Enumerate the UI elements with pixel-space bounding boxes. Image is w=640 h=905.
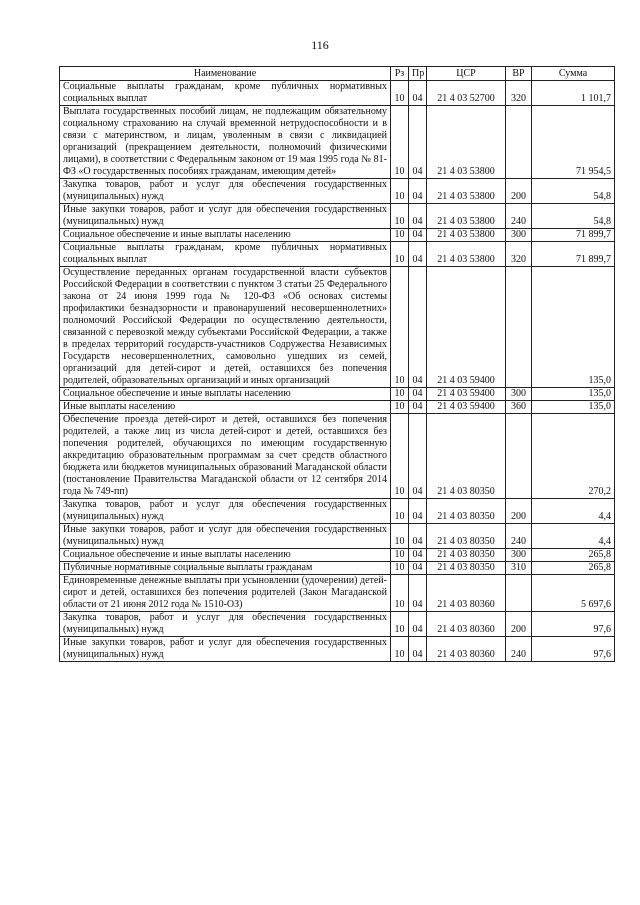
header-rz: Рз <box>391 67 409 81</box>
row-rz: 10 <box>391 179 409 204</box>
budget-table <box>59 66 615 662</box>
row-csr: 21 4 03 80360 <box>427 612 506 637</box>
row-sum: 1 101,7 <box>532 81 615 106</box>
row-pr: 04 <box>409 106 427 179</box>
row-name: Обеспечение проезда детей-сирот и детей, оставшихся без попечения родителей, а также лиц из числа детей-сирот и детей, оставшихся без попечения родителей, обучающихся по имеющим государственную аккредитацию образовательным программам за счет средств областного бюджета или бюджетов муниципальных образований Магаданской области (постановление Правительства Магаданской области от 12 сентября 2014 года № 749-пп) <box>60 414 391 499</box>
row-name: Закупка товаров, работ и услуг для обеспечения государственных (муниципальных) нужд <box>60 612 391 637</box>
row-pr: 04 <box>409 562 427 575</box>
row-vr <box>506 106 532 179</box>
row-sum: 4,4 <box>532 524 615 549</box>
table-row <box>60 499 615 524</box>
header-pr: Пр <box>409 67 427 81</box>
row-name: Социальное обеспечение и иные выплаты населению <box>60 388 391 401</box>
row-csr: 21 4 03 53800 <box>427 229 506 242</box>
row-sum: 265,8 <box>532 562 615 575</box>
table-row <box>60 229 615 242</box>
row-rz: 10 <box>391 106 409 179</box>
row-pr: 04 <box>409 242 427 267</box>
row-rz: 10 <box>391 204 409 229</box>
row-sum: 97,6 <box>532 612 615 637</box>
row-vr: 200 <box>506 179 532 204</box>
row-sum: 5 697,6 <box>532 575 615 612</box>
row-vr: 310 <box>506 562 532 575</box>
table-header-row <box>60 67 615 81</box>
row-vr: 300 <box>506 388 532 401</box>
row-name: Публичные нормативные социальные выплаты гражданам <box>60 562 391 575</box>
row-rz: 10 <box>391 229 409 242</box>
row-pr: 04 <box>409 524 427 549</box>
row-rz: 10 <box>391 562 409 575</box>
table-row <box>60 575 615 612</box>
row-rz: 10 <box>391 524 409 549</box>
header-sum: Сумма <box>532 67 615 81</box>
row-csr: 21 4 03 59400 <box>427 401 506 414</box>
row-name: Осуществление переданных органам государственной власти субъектов Российской Федерации в соответствии с пунктом 3 статьи 25 Федерального закона от 24 июня 1999 года № 120-ФЗ «Об основах системы профилактики безнадзорности и правонарушений несовершеннолетних» полномочий Российской Федерации по осуществлению деятельности, связанной с перевозкой между субъектами Российской Федерации, а также в пределах территорий государств-участников Содружества Независимых Государств несовершеннолетних, самовольно ушедших из семей, организаций для детей-сирот и детей, оставшихся без попечения родителей, образовательных организаций и иных организаций <box>60 267 391 388</box>
row-vr: 300 <box>506 229 532 242</box>
row-sum: 135,0 <box>532 388 615 401</box>
row-vr: 240 <box>506 204 532 229</box>
row-vr: 300 <box>506 549 532 562</box>
row-pr: 04 <box>409 229 427 242</box>
row-pr: 04 <box>409 388 427 401</box>
row-rz: 10 <box>391 499 409 524</box>
row-csr: 21 4 03 53800 <box>427 179 506 204</box>
row-name: Социальные выплаты гражданам, кроме публичных нормативных социальных выплат <box>60 242 391 267</box>
row-pr: 04 <box>409 267 427 388</box>
row-csr: 21 4 03 80350 <box>427 524 506 549</box>
table-row <box>60 106 615 179</box>
row-rz: 10 <box>391 267 409 388</box>
row-name: Единовременные денежные выплаты при усыновлении (удочерении) детей-сирот и детей, оставшихся без попечения родителей (Закон Магаданской области от 21 июня 2012 года № 1510-ОЗ) <box>60 575 391 612</box>
table-row <box>60 242 615 267</box>
row-sum: 135,0 <box>532 401 615 414</box>
header-name: Наименование <box>60 67 391 81</box>
row-pr: 04 <box>409 81 427 106</box>
row-csr: 21 4 03 53800 <box>427 242 506 267</box>
row-vr: 320 <box>506 81 532 106</box>
row-rz: 10 <box>391 637 409 662</box>
row-name: Выплата государственных пособий лицам, не подлежащим обязательному социальному страхованию на случай временной нетрудоспособности и в связи с материнством, и лицам, уволенным в связи с ликвидацией организаций (прекращением деятельности, полномочий физическими лицами), в соответствии с Федеральным законом от 19 мая 1995 года № 81-ФЗ «О государственных пособиях гражданам, имеющим детей» <box>60 106 391 179</box>
row-pr: 04 <box>409 612 427 637</box>
row-sum: 71 899,7 <box>532 229 615 242</box>
row-pr: 04 <box>409 401 427 414</box>
row-rz: 10 <box>391 549 409 562</box>
table-row <box>60 401 615 414</box>
row-pr: 04 <box>409 204 427 229</box>
row-csr: 21 4 03 53800 <box>427 204 506 229</box>
row-pr: 04 <box>409 179 427 204</box>
row-csr: 21 4 03 80360 <box>427 637 506 662</box>
table-row <box>60 612 615 637</box>
row-sum: 270,2 <box>532 414 615 499</box>
row-sum: 71 899,7 <box>532 242 615 267</box>
header-vr: ВР <box>506 67 532 81</box>
table-row <box>60 524 615 549</box>
row-vr: 240 <box>506 637 532 662</box>
row-rz: 10 <box>391 242 409 267</box>
row-rz: 10 <box>391 401 409 414</box>
row-csr: 21 4 03 80350 <box>427 549 506 562</box>
row-pr: 04 <box>409 414 427 499</box>
table-row <box>60 267 615 388</box>
row-sum: 71 954,5 <box>532 106 615 179</box>
row-sum: 54,8 <box>532 179 615 204</box>
row-vr: 200 <box>506 612 532 637</box>
table-row <box>60 179 615 204</box>
row-name: Иные закупки товаров, работ и услуг для обеспечения государственных (муниципальных) нужд <box>60 204 391 229</box>
row-rz: 10 <box>391 414 409 499</box>
table-row <box>60 637 615 662</box>
row-csr: 21 4 03 59400 <box>427 388 506 401</box>
row-vr <box>506 414 532 499</box>
row-pr: 04 <box>409 637 427 662</box>
row-name: Социальное обеспечение и иные выплаты населению <box>60 549 391 562</box>
row-vr: 320 <box>506 242 532 267</box>
row-sum: 54,8 <box>532 204 615 229</box>
row-pr: 04 <box>409 549 427 562</box>
row-sum: 4,4 <box>532 499 615 524</box>
row-name: Социальные выплаты гражданам, кроме публичных нормативных социальных выплат <box>60 81 391 106</box>
row-name: Иные выплаты населению <box>60 401 391 414</box>
row-vr: 240 <box>506 524 532 549</box>
row-name: Иные закупки товаров, работ и услуг для обеспечения государственных (муниципальных) нужд <box>60 524 391 549</box>
row-sum: 135,0 <box>532 267 615 388</box>
row-name: Социальное обеспечение и иные выплаты населению <box>60 229 391 242</box>
table-row <box>60 388 615 401</box>
row-vr: 360 <box>506 401 532 414</box>
table-body <box>60 81 615 662</box>
table-row <box>60 549 615 562</box>
row-csr: 21 4 03 80350 <box>427 499 506 524</box>
row-csr: 21 4 03 52700 <box>427 81 506 106</box>
table-row <box>60 562 615 575</box>
table-row <box>60 81 615 106</box>
row-csr: 21 4 03 80360 <box>427 575 506 612</box>
row-sum: 97,6 <box>532 637 615 662</box>
row-csr: 21 4 03 80350 <box>427 414 506 499</box>
row-vr <box>506 575 532 612</box>
page-number: 116 <box>311 38 329 52</box>
row-csr: 21 4 03 59400 <box>427 267 506 388</box>
table-row <box>60 204 615 229</box>
row-sum: 265,8 <box>532 549 615 562</box>
row-name: Иные закупки товаров, работ и услуг для обеспечения государственных (муниципальных) нужд <box>60 637 391 662</box>
table-row <box>60 414 615 499</box>
header-csr: ЦСР <box>427 67 506 81</box>
row-name: Закупка товаров, работ и услуг для обеспечения государственных (муниципальных) нужд <box>60 499 391 524</box>
row-csr: 21 4 03 80350 <box>427 562 506 575</box>
row-rz: 10 <box>391 81 409 106</box>
row-rz: 10 <box>391 575 409 612</box>
row-name: Закупка товаров, работ и услуг для обеспечения государственных (муниципальных) нужд <box>60 179 391 204</box>
row-csr: 21 4 03 53800 <box>427 106 506 179</box>
row-pr: 04 <box>409 575 427 612</box>
row-vr: 200 <box>506 499 532 524</box>
row-pr: 04 <box>409 499 427 524</box>
row-rz: 10 <box>391 388 409 401</box>
row-vr <box>506 267 532 388</box>
row-rz: 10 <box>391 612 409 637</box>
